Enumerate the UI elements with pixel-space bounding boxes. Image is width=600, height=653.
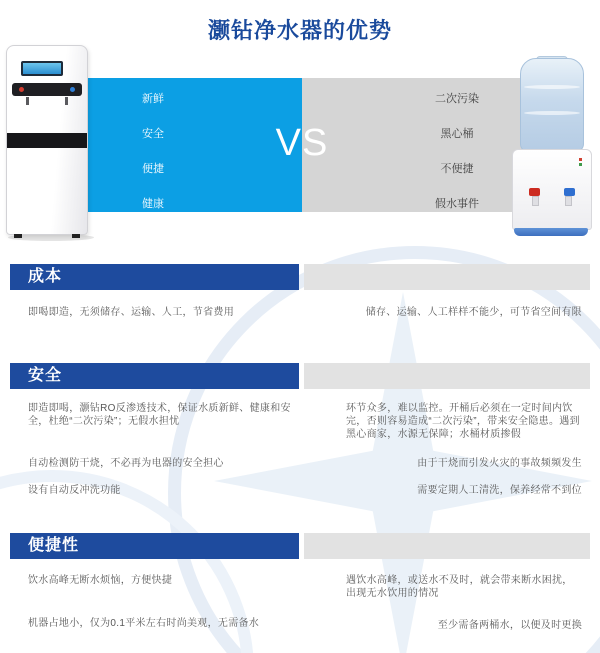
cold-indicator-icon: [70, 87, 75, 92]
pro-text: 机器占地小，仅为0.1平米左右时尚美观，无需备水: [28, 618, 260, 629]
con-text: 储存、运输、人工样样不能少，可节省空间有限: [365, 307, 582, 318]
section-header-convenience: [10, 533, 299, 559]
con-text: 遇饮水高峰，或送水不及时，就会带来断水困扰，出现无水饮用的情况: [346, 575, 573, 599]
vs-label: VS: [275, 122, 329, 164]
purifier-display-screen: [21, 61, 63, 76]
water-bottle: [520, 58, 584, 152]
con-text: 需要定期人工清洗，保养经常不到位: [417, 485, 582, 496]
pro-text: 即喝即造，无须储存、运输、人工，节省费用: [28, 307, 234, 318]
purifier-black-band: [7, 133, 87, 148]
pros-item: 安全: [142, 128, 164, 140]
pro-text: 饮水高峰无断水烦恼，方便快捷: [28, 575, 173, 586]
con-text: 由于干烧而引发火灾的事故频频发生: [417, 458, 582, 469]
purifier-hot-spout-icon: [26, 97, 29, 105]
pro-text: 自动检测防干烧，不必再为电器的安全担心: [28, 458, 224, 469]
con-text: 环节众多，难以监控。开桶后必须在一定时间内饮完，否则容易造成“二次污染”，带来安全隐患。遇到黑心商家，水源无保障；水桶材质掺假: [346, 403, 580, 440]
dispenser-cold-tap-icon: [564, 188, 575, 196]
sticker-icon: [579, 158, 582, 161]
cons-item: 假水事件: [435, 198, 479, 210]
hot-indicator-icon: [19, 87, 24, 92]
pros-item: 健康: [142, 198, 164, 210]
purifier-foot: [72, 234, 80, 238]
purifier-tap-panel: [12, 83, 82, 96]
purifier-photo: [6, 45, 88, 235]
con-text: 至少需备两桶水，以便及时更换: [437, 620, 582, 631]
pro-text: 即造即喝，灏钻RO反渗透技术，保证水质新鲜、健康和安全，杜绝“二次污染”；无假水担忧: [28, 403, 291, 427]
dispenser-hot-tap-icon: [529, 188, 540, 196]
section-header-cost: [10, 264, 299, 290]
cons-list: [392, 90, 522, 211]
cons-item: 二次污染: [435, 93, 479, 105]
pros-list: [142, 90, 164, 211]
sticker-icon: [579, 163, 582, 166]
section-title: 安全: [28, 367, 63, 384]
section-header-gray: [304, 533, 590, 559]
section-title: 成本: [28, 268, 63, 285]
dispenser-base: [514, 228, 588, 236]
cons-item: 黑心桶: [440, 128, 474, 140]
section-header-gray: [304, 363, 590, 389]
pro-text: 设有自动反冲洗功能: [28, 485, 121, 496]
page-title: 灏钻净水器的优势: [207, 18, 392, 43]
purifier-cold-spout-icon: [65, 97, 68, 105]
section-header-gray: [304, 264, 590, 290]
dispenser-body: [512, 149, 592, 230]
section-header-safety: [10, 363, 299, 389]
dispenser-cold-nozzle: [565, 196, 572, 206]
pros-item: 便捷: [142, 163, 164, 175]
cons-item: 不便捷: [440, 163, 474, 175]
purifier-foot: [14, 234, 22, 238]
section-title: 便捷性: [28, 537, 80, 554]
dispenser-hot-nozzle: [532, 196, 539, 206]
dispenser-photo: [506, 56, 596, 236]
pros-item: 新鲜: [142, 93, 164, 105]
